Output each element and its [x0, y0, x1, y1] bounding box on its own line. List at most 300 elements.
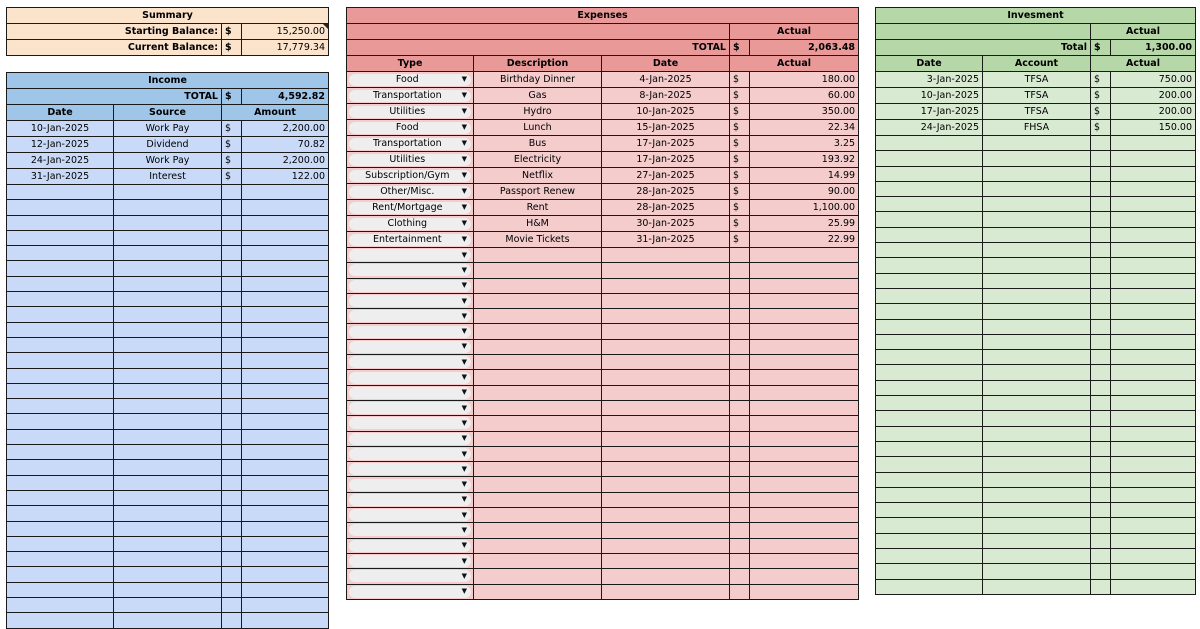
investment-currency-cell[interactable]	[1091, 472, 1111, 487]
expense-actual-cell[interactable]	[750, 248, 859, 263]
expense-type-dropdown[interactable]	[349, 555, 471, 567]
investment-actual-cell[interactable]: 750.00	[1111, 72, 1196, 88]
chevron-down-icon[interactable]: ▼	[461, 91, 467, 99]
investment-account-cell[interactable]	[983, 227, 1091, 242]
expense-date-cell[interactable]	[602, 492, 730, 507]
income-currency-cell[interactable]	[222, 490, 242, 505]
investment-account-cell[interactable]	[983, 472, 1091, 487]
investment-date-cell[interactable]	[876, 457, 983, 472]
investment-currency-cell[interactable]	[1091, 273, 1111, 288]
chevron-down-icon[interactable]: ▼	[461, 495, 467, 504]
expense-date-cell[interactable]	[602, 416, 730, 431]
investment-account-cell[interactable]: FHSA	[983, 120, 1091, 136]
expense-date-cell[interactable]: 4-Jan-2025	[602, 72, 730, 88]
investment-account-cell[interactable]	[983, 426, 1091, 441]
expense-currency-cell[interactable]	[730, 492, 750, 507]
expense-description-cell[interactable]	[474, 431, 602, 446]
expense-date-cell[interactable]	[602, 263, 730, 278]
chevron-down-icon[interactable]: ▼	[461, 139, 467, 147]
starting-balance-value[interactable]: 15,250.00	[242, 24, 329, 40]
income-amount-cell[interactable]	[242, 475, 329, 490]
income-source-cell[interactable]	[114, 567, 222, 582]
expense-type-dropdown[interactable]	[349, 264, 471, 276]
expense-currency-cell[interactable]: $	[730, 232, 750, 248]
income-amount-cell[interactable]	[242, 613, 329, 628]
expense-currency-cell[interactable]	[730, 446, 750, 461]
chevron-down-icon[interactable]: ▼	[461, 203, 467, 211]
income-source-cell[interactable]: Work Pay	[114, 153, 222, 169]
expense-description-cell[interactable]	[474, 293, 602, 308]
expense-currency-cell[interactable]	[730, 584, 750, 599]
income-date-cell[interactable]	[7, 185, 114, 200]
income-currency-cell[interactable]	[222, 445, 242, 460]
investment-actual-cell[interactable]	[1111, 319, 1196, 334]
expense-description-cell[interactable]	[474, 584, 602, 599]
investment-currency-cell[interactable]	[1091, 533, 1111, 548]
chevron-down-icon[interactable]: ▼	[461, 510, 467, 519]
expense-description-cell[interactable]: Bus	[474, 136, 602, 152]
income-currency-cell[interactable]	[222, 582, 242, 597]
investment-date-cell[interactable]	[876, 212, 983, 227]
income-currency-cell[interactable]	[222, 460, 242, 475]
expense-actual-cell[interactable]	[750, 355, 859, 370]
income-amount-cell[interactable]	[242, 582, 329, 597]
chevron-down-icon[interactable]: ▼	[461, 388, 467, 397]
investment-currency-cell[interactable]	[1091, 365, 1111, 380]
investment-actual-cell[interactable]	[1111, 396, 1196, 411]
income-date-cell[interactable]	[7, 383, 114, 398]
income-amount-cell[interactable]	[242, 246, 329, 261]
expense-description-cell[interactable]	[474, 569, 602, 584]
expense-description-cell[interactable]	[474, 538, 602, 553]
expense-description-cell[interactable]: Gas	[474, 88, 602, 104]
expense-currency-cell[interactable]	[730, 263, 750, 278]
expense-actual-cell[interactable]	[750, 293, 859, 308]
income-date-cell[interactable]: 31-Jan-2025	[7, 169, 114, 185]
starting-balance-label[interactable]: Starting Balance:	[7, 24, 222, 40]
expense-actual-cell[interactable]: 193.92	[750, 152, 859, 168]
expense-type-dropdown[interactable]	[349, 524, 471, 536]
expense-description-cell[interactable]	[474, 355, 602, 370]
expense-date-cell[interactable]	[602, 569, 730, 584]
income-amount-cell[interactable]	[242, 383, 329, 398]
chevron-down-icon[interactable]: ▼	[461, 187, 467, 195]
investment-actual-cell[interactable]	[1111, 181, 1196, 196]
expense-description-cell[interactable]	[474, 248, 602, 263]
income-source-cell[interactable]	[114, 521, 222, 536]
investment-currency-cell[interactable]	[1091, 411, 1111, 426]
expense-actual-cell[interactable]	[750, 416, 859, 431]
investment-account-cell[interactable]	[983, 166, 1091, 181]
expense-description-cell[interactable]	[474, 339, 602, 354]
income-currency-cell[interactable]	[222, 292, 242, 307]
investment-date-cell[interactable]: 17-Jan-2025	[876, 104, 983, 120]
chevron-down-icon[interactable]: ▼	[461, 403, 467, 412]
investment-actual-cell[interactable]	[1111, 533, 1196, 548]
income-date-cell[interactable]	[7, 613, 114, 628]
expense-currency-cell[interactable]: $	[730, 200, 750, 216]
income-amount-cell[interactable]	[242, 460, 329, 475]
expense-actual-cell[interactable]	[750, 400, 859, 415]
income-amount-cell[interactable]	[242, 292, 329, 307]
income-amount-cell[interactable]	[242, 337, 329, 352]
expense-date-cell[interactable]	[602, 508, 730, 523]
investment-currency-cell[interactable]	[1091, 518, 1111, 533]
investment-actual-cell[interactable]	[1111, 227, 1196, 242]
income-source-cell[interactable]: Dividend	[114, 137, 222, 153]
expense-actual-cell[interactable]	[750, 462, 859, 477]
income-amount-cell[interactable]	[242, 368, 329, 383]
expense-description-cell[interactable]	[474, 462, 602, 477]
expense-date-cell[interactable]: 15-Jan-2025	[602, 120, 730, 136]
expense-date-cell[interactable]	[602, 462, 730, 477]
expense-actual-cell[interactable]	[750, 584, 859, 599]
investment-account-cell[interactable]	[983, 319, 1091, 334]
income-source-cell[interactable]	[114, 582, 222, 597]
income-date-cell[interactable]	[7, 261, 114, 276]
investment-actual-cell[interactable]	[1111, 365, 1196, 380]
income-source-cell[interactable]	[114, 414, 222, 429]
expense-type-dropdown[interactable]	[349, 170, 471, 182]
expense-type-dropdown[interactable]	[349, 154, 471, 166]
expense-actual-cell[interactable]: 350.00	[750, 104, 859, 120]
income-amount-cell[interactable]	[242, 490, 329, 505]
investment-currency-cell[interactable]	[1091, 197, 1111, 212]
expense-currency-cell[interactable]	[730, 339, 750, 354]
chevron-down-icon[interactable]: ▼	[461, 541, 467, 550]
income-source-cell[interactable]	[114, 598, 222, 613]
income-currency-cell[interactable]	[222, 185, 242, 200]
income-date-cell[interactable]	[7, 598, 114, 613]
expense-type-dropdown[interactable]	[349, 186, 471, 198]
investment-currency-cell[interactable]: $	[1091, 88, 1111, 104]
expense-type-dropdown[interactable]	[349, 90, 471, 102]
expense-actual-cell[interactable]: 14.99	[750, 168, 859, 184]
investment-date-cell[interactable]	[876, 487, 983, 502]
expense-type-dropdown[interactable]	[349, 463, 471, 475]
investment-currency-cell[interactable]	[1091, 136, 1111, 151]
investment-currency-cell[interactable]	[1091, 258, 1111, 273]
expense-currency-cell[interactable]	[730, 508, 750, 523]
income-source-cell[interactable]	[114, 215, 222, 230]
expense-actual-cell[interactable]: 22.34	[750, 120, 859, 136]
income-currency-cell[interactable]	[222, 337, 242, 352]
income-amount-cell[interactable]	[242, 185, 329, 200]
expense-currency-cell[interactable]: $	[730, 152, 750, 168]
income-date-cell[interactable]: 12-Jan-2025	[7, 137, 114, 153]
income-date-cell[interactable]	[7, 445, 114, 460]
investment-account-cell[interactable]	[983, 533, 1091, 548]
chevron-down-icon[interactable]: ▼	[461, 281, 467, 290]
expense-date-cell[interactable]	[602, 584, 730, 599]
income-currency-cell[interactable]	[222, 276, 242, 291]
income-date-cell[interactable]	[7, 475, 114, 490]
income-date-cell[interactable]	[7, 246, 114, 261]
expense-type-dropdown[interactable]	[349, 326, 471, 338]
expense-date-cell[interactable]	[602, 431, 730, 446]
income-currency-cell[interactable]	[222, 613, 242, 628]
income-date-cell[interactable]	[7, 337, 114, 352]
investment-actual-cell[interactable]	[1111, 350, 1196, 365]
income-amount-cell[interactable]	[242, 261, 329, 276]
expense-type-dropdown[interactable]	[349, 448, 471, 460]
investment-date-cell[interactable]	[876, 441, 983, 456]
expense-date-cell[interactable]: 17-Jan-2025	[602, 152, 730, 168]
investment-account-cell[interactable]	[983, 304, 1091, 319]
expense-type-dropdown[interactable]	[349, 295, 471, 307]
investment-date-cell[interactable]	[876, 518, 983, 533]
investment-actual-cell[interactable]	[1111, 503, 1196, 518]
investment-account-cell[interactable]	[983, 350, 1091, 365]
chevron-down-icon[interactable]: ▼	[461, 123, 467, 131]
income-currency-cell[interactable]	[222, 230, 242, 245]
investment-currency-cell[interactable]	[1091, 181, 1111, 196]
investment-date-cell[interactable]	[876, 579, 983, 594]
income-date-cell[interactable]	[7, 215, 114, 230]
investment-account-cell[interactable]	[983, 380, 1091, 395]
income-source-cell[interactable]	[114, 536, 222, 551]
investment-actual-cell[interactable]: 200.00	[1111, 88, 1196, 104]
expense-date-cell[interactable]	[602, 446, 730, 461]
expense-date-cell[interactable]	[602, 538, 730, 553]
expense-actual-cell[interactable]	[750, 523, 859, 538]
income-source-cell[interactable]	[114, 368, 222, 383]
investment-currency-cell[interactable]: $	[1091, 120, 1111, 136]
investment-date-cell[interactable]	[876, 181, 983, 196]
income-amount-cell[interactable]	[242, 276, 329, 291]
expense-type-dropdown[interactable]	[349, 280, 471, 292]
investment-date-cell[interactable]: 10-Jan-2025	[876, 88, 983, 104]
investment-date-cell[interactable]	[876, 380, 983, 395]
chevron-down-icon[interactable]: ▼	[461, 357, 467, 366]
income-amount-cell[interactable]	[242, 445, 329, 460]
investment-account-cell[interactable]	[983, 518, 1091, 533]
investment-currency-cell[interactable]	[1091, 579, 1111, 594]
investment-currency-cell[interactable]	[1091, 350, 1111, 365]
expense-actual-cell[interactable]	[750, 309, 859, 324]
expense-description-cell[interactable]	[474, 553, 602, 568]
expense-description-cell[interactable]	[474, 416, 602, 431]
investment-date-cell[interactable]	[876, 258, 983, 273]
investment-total-value[interactable]: 1,300.00	[1111, 40, 1196, 56]
income-currency-cell[interactable]: $	[222, 137, 242, 153]
investment-currency-cell[interactable]	[1091, 564, 1111, 579]
investment-date-cell[interactable]	[876, 426, 983, 441]
current-balance-label[interactable]: Current Balance:	[7, 40, 222, 56]
expense-type-dropdown[interactable]	[349, 106, 471, 118]
expense-actual-cell[interactable]	[750, 278, 859, 293]
expense-actual-cell[interactable]: 1,100.00	[750, 200, 859, 216]
current-balance-value[interactable]: 17,779.34	[242, 40, 329, 56]
expense-type-dropdown[interactable]	[349, 249, 471, 261]
income-amount-cell[interactable]	[242, 598, 329, 613]
income-source-cell[interactable]	[114, 490, 222, 505]
income-source-cell[interactable]	[114, 276, 222, 291]
investment-account-cell[interactable]	[983, 411, 1091, 426]
income-currency-cell[interactable]	[222, 429, 242, 444]
expense-type-dropdown[interactable]	[349, 417, 471, 429]
expense-actual-cell[interactable]: 22.99	[750, 232, 859, 248]
expense-description-cell[interactable]: Rent	[474, 200, 602, 216]
chevron-down-icon[interactable]: ▼	[461, 311, 467, 320]
investment-actual-cell[interactable]	[1111, 197, 1196, 212]
income-currency-cell[interactable]: $	[222, 153, 242, 169]
expense-currency-cell[interactable]	[730, 431, 750, 446]
investment-account-cell[interactable]	[983, 181, 1091, 196]
expense-date-cell[interactable]	[602, 339, 730, 354]
investment-actual-cell[interactable]	[1111, 457, 1196, 472]
expense-description-cell[interactable]	[474, 477, 602, 492]
expense-description-cell[interactable]: Lunch	[474, 120, 602, 136]
expense-description-cell[interactable]	[474, 370, 602, 385]
income-source-cell[interactable]	[114, 246, 222, 261]
expense-type-dropdown[interactable]	[349, 509, 471, 521]
investment-date-cell[interactable]	[876, 273, 983, 288]
investment-currency-cell[interactable]	[1091, 304, 1111, 319]
expense-actual-cell[interactable]	[750, 385, 859, 400]
investment-account-cell[interactable]	[983, 197, 1091, 212]
expense-currency-cell[interactable]	[730, 385, 750, 400]
expense-date-cell[interactable]	[602, 293, 730, 308]
investment-date-cell[interactable]	[876, 365, 983, 380]
expense-actual-cell[interactable]: 90.00	[750, 184, 859, 200]
investment-currency-cell[interactable]: $	[1091, 104, 1111, 120]
investment-account-cell[interactable]: TFSA	[983, 72, 1091, 88]
income-currency-cell[interactable]	[222, 475, 242, 490]
expense-description-cell[interactable]: Hydro	[474, 104, 602, 120]
investment-actual-cell[interactable]	[1111, 487, 1196, 502]
income-currency-cell[interactable]	[222, 598, 242, 613]
current-balance-currency[interactable]: $	[222, 40, 242, 56]
expense-date-cell[interactable]: 31-Jan-2025	[602, 232, 730, 248]
expense-description-cell[interactable]	[474, 523, 602, 538]
expense-actual-cell[interactable]	[750, 477, 859, 492]
expense-currency-cell[interactable]	[730, 416, 750, 431]
income-source-cell[interactable]	[114, 230, 222, 245]
income-currency-cell[interactable]	[222, 552, 242, 567]
investment-currency-cell[interactable]	[1091, 441, 1111, 456]
income-date-cell[interactable]	[7, 536, 114, 551]
income-amount-cell[interactable]	[242, 353, 329, 368]
expense-type-dropdown[interactable]	[349, 402, 471, 414]
expense-type-dropdown[interactable]	[349, 74, 471, 86]
investment-actual-cell[interactable]	[1111, 564, 1196, 579]
chevron-down-icon[interactable]: ▼	[461, 480, 467, 489]
income-date-cell[interactable]	[7, 200, 114, 215]
investment-currency-cell[interactable]	[1091, 243, 1111, 258]
income-date-cell[interactable]	[7, 521, 114, 536]
chevron-down-icon[interactable]: ▼	[461, 525, 467, 534]
expense-date-cell[interactable]	[602, 370, 730, 385]
income-amount-cell[interactable]	[242, 322, 329, 337]
investment-account-cell[interactable]	[983, 579, 1091, 594]
investment-actual-cell[interactable]	[1111, 441, 1196, 456]
income-currency-cell[interactable]: $	[222, 121, 242, 137]
investment-currency-cell[interactable]	[1091, 212, 1111, 227]
income-amount-cell[interactable]	[242, 429, 329, 444]
expense-currency-cell[interactable]	[730, 278, 750, 293]
investment-date-cell[interactable]	[876, 288, 983, 303]
income-source-cell[interactable]	[114, 292, 222, 307]
income-currency-cell[interactable]	[222, 353, 242, 368]
investment-account-cell[interactable]	[983, 258, 1091, 273]
expense-date-cell[interactable]: 27-Jan-2025	[602, 168, 730, 184]
expense-currency-cell[interactable]	[730, 462, 750, 477]
expense-date-cell[interactable]	[602, 355, 730, 370]
investment-account-cell[interactable]	[983, 136, 1091, 151]
income-amount-cell[interactable]	[242, 506, 329, 521]
income-currency-cell[interactable]	[222, 521, 242, 536]
income-source-cell[interactable]	[114, 200, 222, 215]
expense-description-cell[interactable]	[474, 263, 602, 278]
expense-description-cell[interactable]: H&M	[474, 216, 602, 232]
income-source-cell[interactable]	[114, 399, 222, 414]
investment-actual-cell[interactable]: 200.00	[1111, 104, 1196, 120]
income-currency-cell[interactable]	[222, 200, 242, 215]
investment-date-cell[interactable]	[876, 243, 983, 258]
expense-actual-cell[interactable]	[750, 324, 859, 339]
expense-type-dropdown[interactable]	[349, 138, 471, 150]
investment-date-cell[interactable]	[876, 411, 983, 426]
expense-actual-cell[interactable]	[750, 508, 859, 523]
expense-description-cell[interactable]	[474, 385, 602, 400]
investment-currency-cell[interactable]	[1091, 426, 1111, 441]
expense-currency-cell[interactable]	[730, 370, 750, 385]
expense-actual-cell[interactable]	[750, 569, 859, 584]
income-source-cell[interactable]	[114, 185, 222, 200]
income-source-cell[interactable]	[114, 337, 222, 352]
income-date-cell[interactable]	[7, 460, 114, 475]
expense-date-cell[interactable]	[602, 385, 730, 400]
expense-date-cell[interactable]: 17-Jan-2025	[602, 136, 730, 152]
income-date-cell[interactable]	[7, 567, 114, 582]
expense-type-dropdown[interactable]	[349, 310, 471, 322]
expense-type-dropdown[interactable]	[349, 570, 471, 582]
chevron-down-icon[interactable]: ▼	[461, 449, 467, 458]
chevron-down-icon[interactable]: ▼	[461, 107, 467, 115]
income-date-cell[interactable]	[7, 230, 114, 245]
expense-currency-cell[interactable]: $	[730, 120, 750, 136]
investment-date-cell[interactable]	[876, 136, 983, 151]
income-source-cell[interactable]	[114, 353, 222, 368]
chevron-down-icon[interactable]: ▼	[461, 587, 467, 596]
investment-currency-cell[interactable]	[1091, 227, 1111, 242]
income-amount-cell[interactable]	[242, 230, 329, 245]
investment-actual-cell[interactable]	[1111, 258, 1196, 273]
income-source-cell[interactable]: Interest	[114, 169, 222, 185]
expense-type-dropdown[interactable]	[349, 372, 471, 384]
expense-date-cell[interactable]	[602, 477, 730, 492]
investment-date-cell[interactable]	[876, 549, 983, 564]
expense-currency-cell[interactable]: $	[730, 216, 750, 232]
investment-actual-cell[interactable]	[1111, 334, 1196, 349]
investment-account-cell[interactable]	[983, 441, 1091, 456]
income-source-cell[interactable]	[114, 445, 222, 460]
expense-type-dropdown[interactable]	[349, 494, 471, 506]
expense-actual-cell[interactable]	[750, 370, 859, 385]
investment-date-cell[interactable]	[876, 166, 983, 181]
expense-type-dropdown[interactable]	[349, 202, 471, 214]
expense-description-cell[interactable]	[474, 492, 602, 507]
expense-description-cell[interactable]	[474, 278, 602, 293]
investment-account-cell[interactable]: TFSA	[983, 88, 1091, 104]
expense-type-dropdown[interactable]	[349, 356, 471, 368]
investment-currency-cell[interactable]	[1091, 457, 1111, 472]
expense-currency-cell[interactable]	[730, 309, 750, 324]
income-source-cell[interactable]	[114, 506, 222, 521]
income-amount-cell[interactable]: 70.82	[242, 137, 329, 153]
expense-currency-cell[interactable]: $	[730, 88, 750, 104]
